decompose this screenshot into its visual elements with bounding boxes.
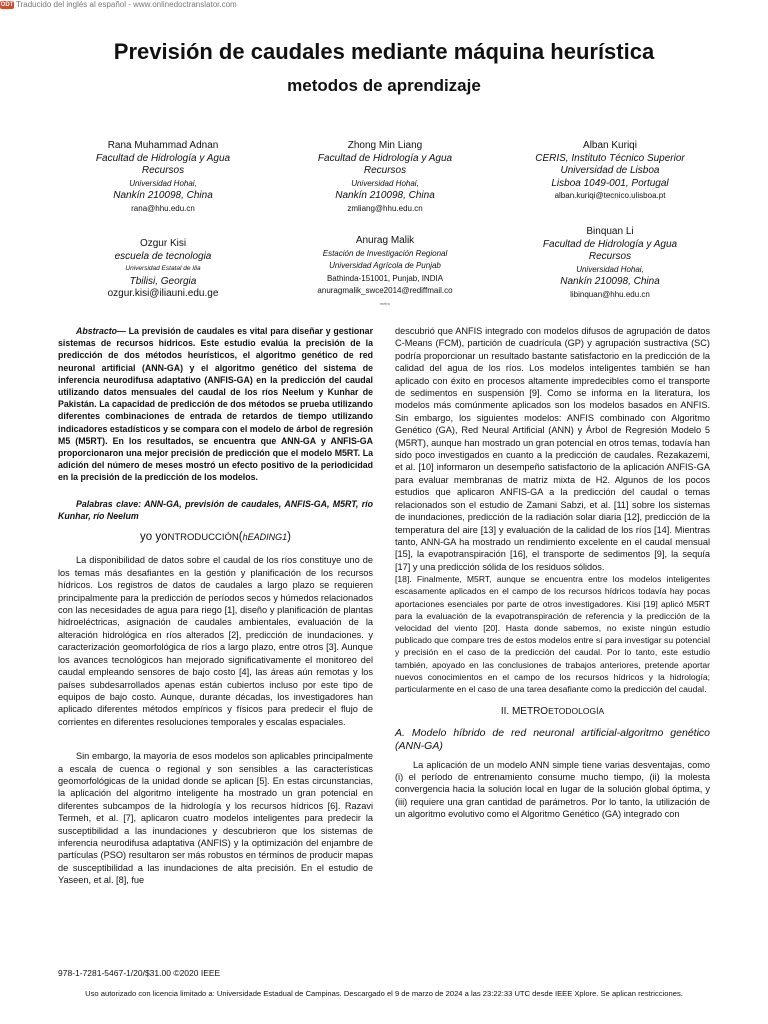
author-email: ozgur.kisi@iliauni.edu.ge [107,288,219,300]
keywords: Palabras clave: ANN-GA, previsión de caudales, ANFIS-GA, M5RT, río Kunhar, río Neelum [58,498,373,521]
author-name: Rana Muhammad Adnan [107,140,219,151]
author-block-2 [280,140,490,216]
section-heading-methodology [395,705,710,718]
author-block-4 [58,238,268,301]
author-affiliation: Recursos [141,165,185,177]
heading-part: hEADING1 [242,532,288,543]
author-city: Nankín 210098, China [113,190,213,202]
author-affiliation: Recursos [588,251,632,263]
author-affiliation: Recursos [363,165,407,177]
license-footer: Uso autorizado con licencia limitado a: Universidade Estadual de Campinas. Descargado el 9 de marzo de 2024 a las 23:22:33 UTC desde IEEE Xplore. Se aplican restricciones. [85,989,683,998]
heading-part: yo yo [140,531,168,544]
heading-part: ( [238,531,243,544]
author-name: Zhong Min Liang [347,140,423,151]
author-city: Nankín 210098, China [560,276,660,288]
author-university: Universidad Hohai, [129,178,197,188]
author-name: Ozgur Kisi [139,238,187,249]
paper-subtitle: metodos de aprendizaje [287,76,481,95]
author-block-6 [505,226,715,302]
translator-logo-icon: ODT [0,1,14,8]
abstract-lead: Abstracto— [76,326,126,336]
author-email: alban.kuriqi@tecnico.ulisboa.pt [554,191,666,201]
author-name: Binquan Li [586,226,634,237]
translator-banner-text[interactable]: Traducido del inglés al español - www.onlinedoctranslator.com [16,0,237,9]
subsection-heading: A. Modelo híbrido de red neuronal artificial-algoritmo genético (ANN-GA) [395,726,710,752]
author-affiliation: CERIS, Instituto Técnico Superior [535,152,685,164]
heading-part: ETODOLOGÍA [548,706,605,717]
author-email-overflow: metro [379,300,391,306]
author-city: Nankín 210098, China [335,190,435,202]
author-name: Alban Kuriqi [583,140,637,151]
paragraph: La disponibilidad de datos sobre el caudal de los ríos constituye uno de los temas más desafiantes en la gestión y planificación de los recursos hídricos. Los registros de datos de caudales a largo plazo se requieren principalmente para la predicción de períodos secos y húmedos relacionados con las necesidades de agua para riego [1], diseño y planificación de plantas hidroeléctricas, asignación de caudales ambientales, evaluación de la alteración hidrológica en ríos alterados [2], predicción de inundaciones. y caracterización geomorfológica de ríos a largo plazo, entre otros [3]. Aunque los avances tecnológicos han mejorado significativamente el monitoreo del caudal empleando sensores de bajo costo [4], las áreas aún remotas y los países subdesarrollados apenas están cubiertos incluso por este tipo de equipos de bajo costo. Aunque, durante décadas, los investigadores han aplicado diferentes métodos empíricos y físicos para predecir el flujo de corrientes en diferentes resoluciones temporales y escalas espaciales. [58,555,373,727]
paper-title: Previsión de caudales mediante máquina heurística [113,39,655,64]
author-affiliation: Estación de Investigación Regional [322,248,448,258]
author-affiliation: Universidad Agrícola de Punjab [329,261,441,271]
section-heading-intro [58,531,373,544]
author-affiliation: Facultad de Hidrología y Agua [317,152,453,164]
author-email: zmliang@hhu.edu.cn [347,203,423,213]
author-affiliation: Facultad de Hidrología y Agua [95,152,231,164]
author-city: Tbilisi, Georgia [129,275,197,287]
paragraph: [18]. Finalmente, M5RT, aunque se encuentra entre los modelos inteligentes escasamente aplicados en el campo de los recursos hídricos todavía hay pocas aportaciones esenciales por parte de otros investigadores. Kisi [19] aplicó M5RT para la evaluación de la evapotranspiración de referencia y la predicción de la velocidad del viento [20]. Hasta donde sabemos, no existe ningún estudio publicado que compare tres de estos modelos entre sí para investigar su potencial y precisión en el caso de la predicción del caudal. Por lo tanto, este estudio también, apoyado en las conclusiones de trabajos anteriores, pretende aportar nuevos conocimientos en el campo de los recursos hídricos y la hidrología; particularmente en el caso de una tarea desafiante como la predicción del caudal. [395,574,710,694]
author-email: anuragmalik_swce2014@rediffmail.co [317,286,453,296]
left-column [58,325,373,887]
heading-part: ) [287,531,291,544]
right-column [395,325,710,821]
author-email: libinquan@hhu.edu.cn [570,289,650,299]
author-university: Universidad Hohai, [351,178,419,188]
author-name: Anurag Malik [355,235,415,246]
author-affiliation: escuela de tecnologia [114,250,212,262]
abstract-text: La previsión de caudales es vital para diseñar y gestionar sistemas de recursos hídricos. Este estudio evalúa la precisión de la predicción de dos métodos heurísticos, el algoritmo genético de red neuronal artificial (ANN-GA) y el algoritmo genético del sistema de inferencia neurodifusa adaptativo (ANFIS-GA) en la predicción del caudal utilizando datos mensuales del caudal de los ríos Neelum y Kunhar de Pakistán. La capacidad de predicción de dos métodos se prueba utilizando diferentes combinaciones de entrada de retardos de tiempo utilizando indicadores estadísticos y se compara con el modelo de árbol de regresión M5 (M5RT). En los resultados, se encuentra que ANN-GA y ANFIS-GA proporcionaron una mejor precisión de predicción que el modelo M5RT. La adición del número de meses mostró un efecto positivo de la periodicidad en la precisión de la predicción de los modelos. [58,326,373,483]
author-email: rana@hhu.edu.cn [131,203,195,213]
paragraph: descubrió que ANFIS integrado con modelos difusos de agrupación de datos C-Means (FCM), partición de cuadrícula (GP) y agrupación sustractiva (SC) podría proporcionar un resultado bastante satisfactorio en la predicción de la calidad del agua de los ríos. Los modelos inteligentes también se han aplicado con éxito en procesos altamente impredecibles como el transporte de sedimentos en suspensión [9]. Como se informa en la literatura, los modelos más comúnmente aplicados son los modelos basados en ANFIS. Sin embargo, los siguientes modelos: ANFIS combinado con Algoritmo Genético (GA), Red Neural Artificial (ANN) y Árbol de Regresión Modelo 5 (M5RT), aunque han mostrado un gran potencial en otros temas, todavía han sido poco investigados en cuanto a la predicción de caudales. Rezakazemi, et al. [10] informaron un desempeño satisfactorio de la aplicación ANFIS-GA para evaluar membranas de matriz mixta de H2. Algunos de los pocos estudios que aplicaron ANFIS-GA a la predicción del caudal o temas relacionados son el estudio de Zamani Sabzi, et al. [11] sobre los sistemas de inundaciones, predicción de la radiación solar diaria [12], predicción de la temperatura del aire [13] y evaluación de la calidad de los ríos [14]. Mientras tanto, ANN-GA ha mostrado un rendimiento excelente en el caudal mensual [15], la evapotranspiración [16], el transporte de sedimentos [9], la sequía [17] y una predicción sólida de los residuos sólidos. [395,326,710,572]
isbn-footer: 978-1-7281-5467-1/20/$31.00 ©2020 IEEE [58,968,221,978]
author-block-5 [280,235,490,311]
author-university: Universidad Estatal de Ilia [125,265,201,273]
heading-part: NTRODUCCIÓN [167,532,239,544]
author-block-3 [505,140,715,203]
author-city: Lisboa 1049-001, Portugal [551,177,669,189]
translator-banner[interactable] [0,0,237,9]
heading-part: II. METRO [500,706,549,718]
abstract [58,325,373,484]
author-block-1 [58,140,268,216]
author-affiliation: Facultad de Hidrología y Agua [542,238,678,250]
author-university: Universidad Hohai, [576,264,644,274]
paragraph: Sin embargo, la mayoría de esos modelos son aplicables principalmente a escala de cuenca o regional y son sensibles a las características geomorfológicas de la unidad donde se aplican [5]. En estas circunstancias, la aplicación del algoritmo inteligente ha mostrado un gran potencial en diferentes subcampos de la hidrología y los recursos hídricos [6]. Razavi Termeh, et al. [7], aplicaron cuatro modelos inteligentes para predecir la susceptibilidad a las inundaciones y descubrieron que los sistemas de inferencia neurodifusa adaptativa (ANFIS) y la optimización del enjambre de partículas (PSO) resultaron ser más robustos en términos de producir mapas de susceptibilidad a las inundaciones de alta precisión. En el estudio de Yaseen, et al. [8], fue [58,751,373,886]
author-affiliation: Universidad de Lisboa [560,165,660,177]
author-city: Bathinda-151001, Punjab, INDIA [326,273,444,283]
paragraph: La aplicación de un modelo ANN simple tiene varias desventajas, como (i) el período de entrenamiento consume mucho tiempo, (ii) la molesta convergencia hacia la solución local en lugar de la solución global óptima, y (iii) requiere una gran cantidad de parámetros. Por lo tanto, la utilización de un algoritmo evolutivo como el Algoritmo Genético (GA) integrado con [395,759,710,820]
